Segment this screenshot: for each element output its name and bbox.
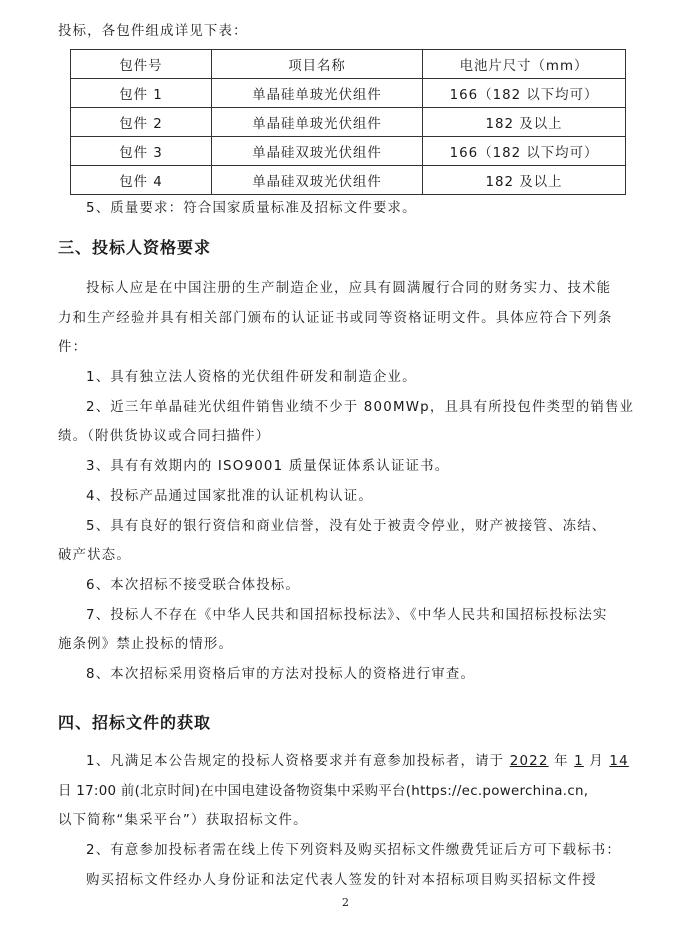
section-4-heading: 四、招标文件的获取 (58, 713, 212, 732)
s3-item-6: 6、本次招标不接受联合体投标。 (86, 578, 300, 593)
table-cell: 单晶硅双玻光伏组件 (212, 137, 423, 166)
table-cell: 包件 3 (71, 137, 212, 166)
s4-item-1-line: 以下简称“集采平台”）获取招标文件。 (58, 813, 308, 828)
table-cell: 单晶硅单玻光伏组件 (212, 79, 423, 108)
s3-para-line: 力和生产经验并具有相关部门颁布的认证证书或同等资格证明文件。具体应符合下列条 (58, 311, 613, 326)
date-day: 14 (609, 754, 629, 769)
table-cell: 166（182 以下均可） (423, 79, 626, 108)
s3-item-4: 4、投标产品通过国家批准的认证机构认证。 (86, 489, 373, 504)
s3-item-2-line: 2、近三年单晶硅光伏组件销售业绩不少于 800MWp，且具有所投包件类型的销售业 (86, 400, 635, 415)
table-header-size: 电池片尺寸（mm） (423, 50, 626, 79)
s4-item-1-text: 1、凡满足本公告规定的投标人资格要求并有意参加投标者，请于 (86, 754, 510, 769)
date-year-label: 年 (548, 754, 575, 769)
table-cell: 182 及以上 (423, 108, 626, 137)
s3-para-line: 件： (58, 340, 88, 355)
table-cell: 166（182 以下均可） (423, 137, 626, 166)
page-number: 2 (342, 896, 349, 909)
table-row (71, 166, 626, 195)
table-cell: 182 及以上 (423, 166, 626, 195)
date-year: 2022 (509, 754, 549, 769)
table-row (71, 137, 626, 166)
table-header-project: 项目名称 (212, 50, 423, 79)
date-month-label: 月 (583, 754, 610, 769)
s3-item-1: 1、具有独立法人资格的光伏组件研发和制造企业。 (86, 370, 417, 385)
table-header-row (71, 50, 626, 79)
s4-item-2-line: 2、有意参加投标者需在线上传下列资料及购买招标文件缴费凭证后方可下载标书： (86, 843, 621, 858)
table-header-package: 包件号 (71, 50, 212, 79)
s3-item-8: 8、本次招标采用资格后审的方法对投标人的资格进行审查。 (86, 667, 476, 682)
table-row (71, 108, 626, 137)
table-cell: 包件 2 (71, 108, 212, 137)
s3-para-line: 投标人应是在中国注册的生产制造企业，应具有圆满履行合同的财务实力、技术能 (86, 281, 612, 296)
s4-item-1-line (86, 753, 629, 771)
s3-item-2-line: 绩。（附供货协议或合同扫描件） (58, 429, 271, 444)
s3-item-5-line: 破产状态。 (58, 548, 131, 563)
table-cell: 单晶硅双玻光伏组件 (212, 166, 423, 195)
s3-item-5-line: 5、具有良好的银行资信和商业信誉，没有处于被责令停业，财产被接管、冻结、 (86, 519, 607, 534)
table-cell: 单晶硅单玻光伏组件 (212, 108, 423, 137)
date-month: 1 (574, 754, 584, 769)
table-row (71, 79, 626, 108)
s4-item-1-line: 日 17:00 前(北京时间)在中国电建设备物资集中采购平台(https://ec.powerchina.cn, (58, 784, 589, 799)
section-3-heading: 三、投标人资格要求 (58, 238, 212, 257)
table-cell: 包件 4 (71, 166, 212, 195)
s3-item-3: 3、具有有效期内的 ISO9001 质量保证体系认证证书。 (86, 459, 450, 474)
s3-item-7-line: 施条例》禁止投标的情形。 (58, 637, 234, 652)
intro-line: 投标，各包件组成详见下表： (58, 24, 248, 39)
table-cell: 包件 1 (71, 79, 212, 108)
s3-item-7-line: 7、投标人不存在《中华人民共和国招标投标法》、《中华人民共和国招标投标法实 (86, 608, 608, 623)
quality-requirement: 5、质量要求：符合国家质量标准及招标文件要求。 (86, 201, 417, 216)
package-table (70, 49, 626, 195)
s4-item-2-line: 购买招标文件经办人身份证和法定代表人签发的针对本招标项目购买招标文件授 (86, 873, 597, 888)
